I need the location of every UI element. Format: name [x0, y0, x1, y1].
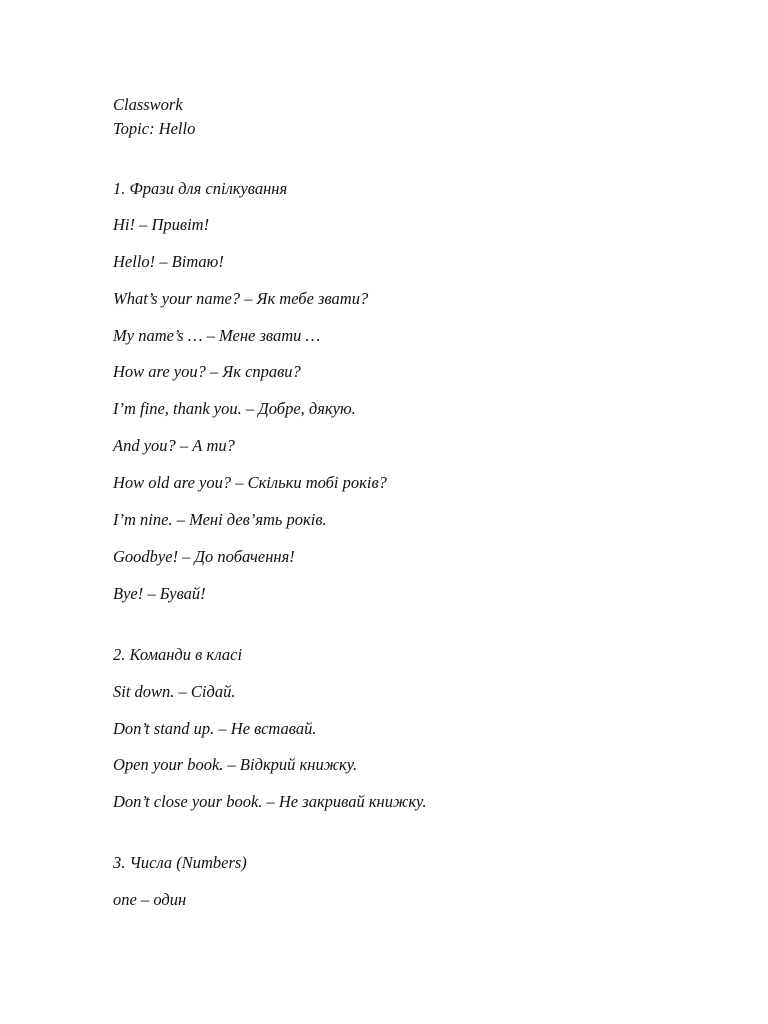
phrase-item: Hello! – Вітаю!: [113, 252, 224, 271]
phrase-item: Open your book. – Відкрий книжку.: [113, 755, 358, 774]
phrase-item: Goodbye! – До побачення!: [113, 547, 295, 566]
phrase-item: Sit down. – Сідай.: [113, 682, 236, 701]
phrase-item: What’s your name? – Як тебе звати?: [113, 289, 369, 308]
phrase-item: And you? – А ти?: [113, 436, 235, 455]
phrase-item: How old are you? – Скільки тобі років?: [113, 473, 387, 492]
section-title: 3. Числа (Numbers): [113, 853, 247, 872]
phrase-item: How are you? – Як справи?: [113, 362, 301, 381]
phrase-item: I’m nine. – Мені дев’ять років.: [113, 510, 327, 529]
phrase-item: one – один: [113, 890, 187, 909]
phrase-item: Hi! – Привіт!: [113, 215, 210, 234]
section-title: 2. Команди в класі: [113, 645, 243, 664]
phrase-item: I’m fine, thank you. – Добре, дякую.: [113, 399, 356, 418]
section-title: 1. Фрази для спілкування: [113, 179, 288, 198]
classwork-label: Classwork: [113, 95, 183, 114]
topic-label: Topic: Hello: [113, 119, 196, 138]
phrase-item: My name’s … – Мене звати …: [113, 326, 321, 345]
phrase-item: Don’t stand up. – Не вставай.: [113, 719, 317, 738]
phrase-item: Bye! – Бувай!: [113, 584, 206, 603]
document-header: [113, 93, 195, 141]
phrase-item: Don’t close your book. – Не закривай книжку.: [113, 792, 427, 811]
